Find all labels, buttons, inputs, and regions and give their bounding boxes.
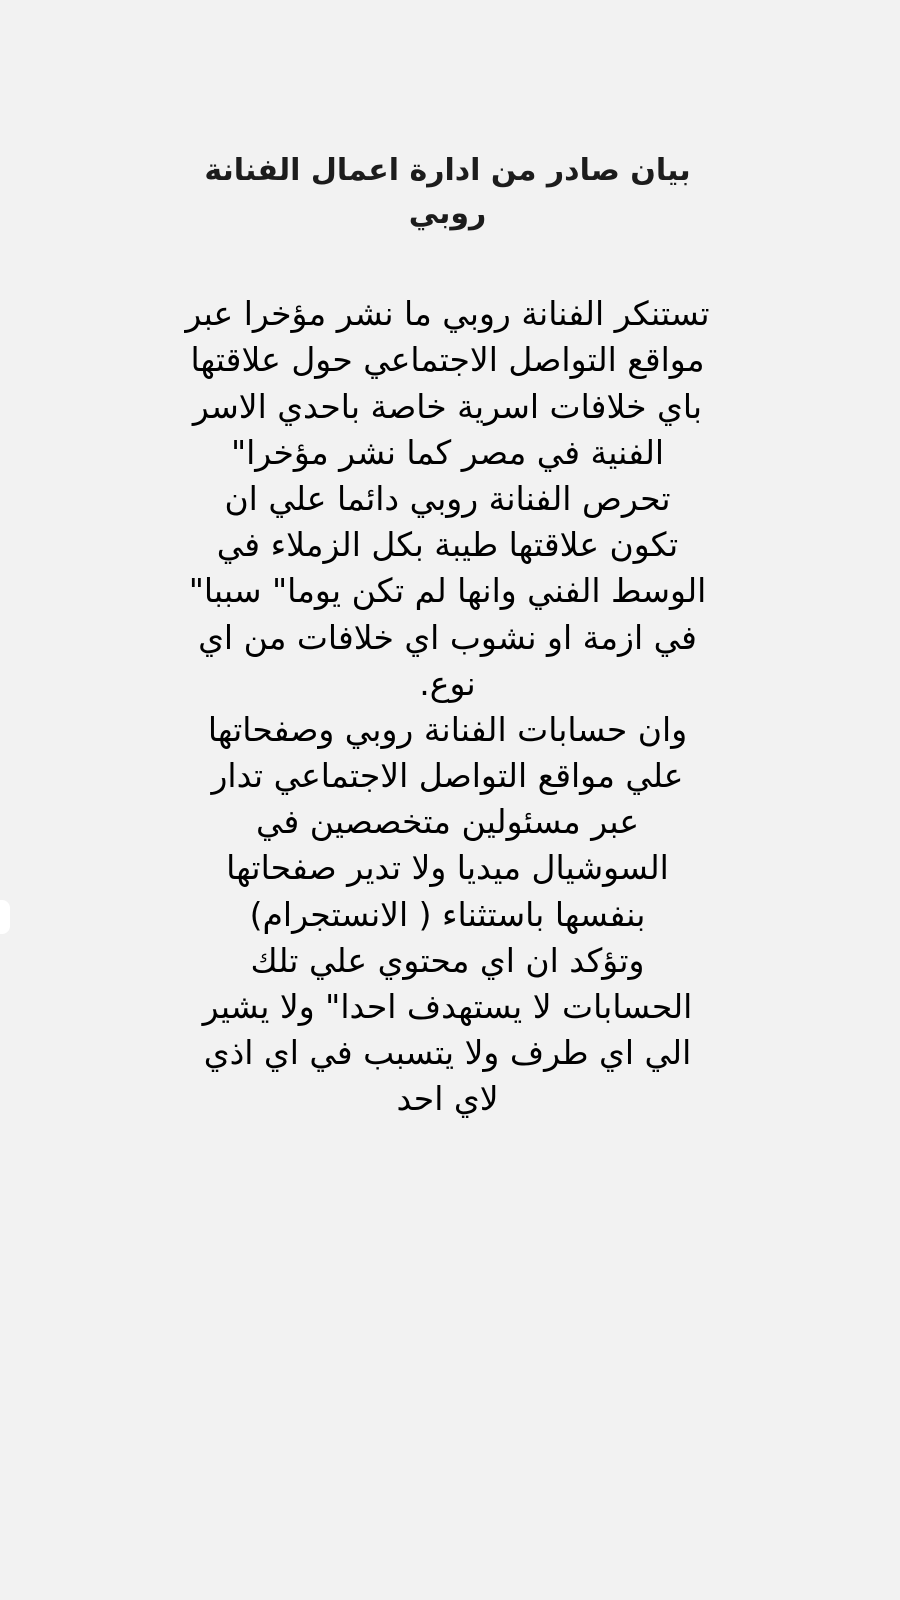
statement-container xyxy=(0,150,900,1123)
statement-paragraph: تستنكر الفنانة روبي ما نشر مؤخرا عبر مواقع التواصل الاجتماعي حول علاقتها باي خلافات اسرية خاصة باحدي الاسر الفنية في مصر كما نشر مؤخرا" xyxy=(185,294,710,472)
statement-paragraph: وتؤكد ان اي محتوي علي تلك الحسابات لا يستهدف احدا" ولا يشير الي اي طرف ولا يتسبب في اي اذي لاي احد xyxy=(202,940,693,1119)
statement-paragraph: تحرص الفنانة روبي دائما علي ان تكون علاقتها طيبة بكل الزملاء في الوسط الفني وانها لم تكن يوما" سببا" في ازمة او نشوب اي خلافات من اي نوع. xyxy=(188,478,707,703)
statement-body xyxy=(185,291,710,1122)
title-body-spacer xyxy=(185,235,710,291)
statement-paragraph: وان حسابات الفنانة روبي وصفحاتها علي مواقع التواصل الاجتماعي تدار عبر مسئولين متخصصين في السوشيال ميديا ولا تدير صفحاتها بنفسها باستثناء ( الانستجرام) xyxy=(207,709,688,934)
statement-title: بيان صادر من ادارة اعمال الفنانة روبي xyxy=(204,153,691,231)
